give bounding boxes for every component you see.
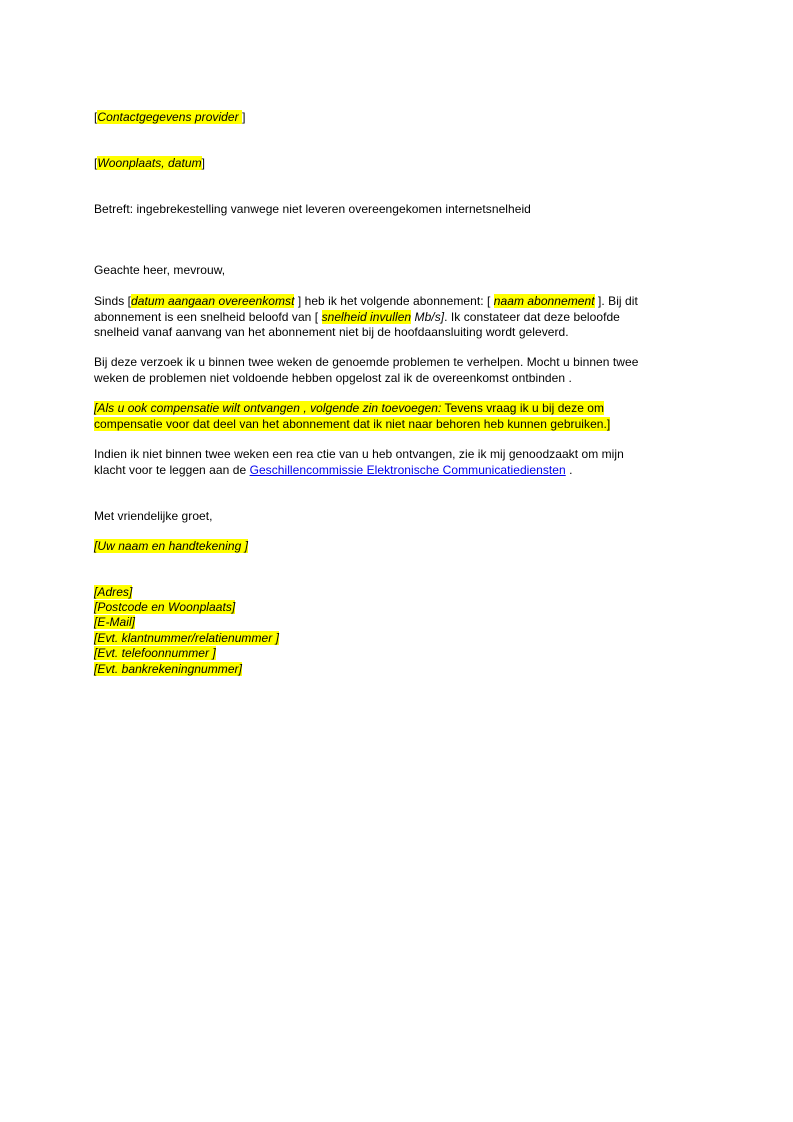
address-line-5	[94, 646, 216, 661]
customer-number-placeholder: [Evt. klantnummer/relatienummer ]	[94, 631, 280, 645]
salutation: Geachte heer, mevrouw,	[94, 263, 226, 277]
place-date-line: [Woonplaats, datum]	[94, 156, 206, 170]
speed-placeholder: snelheid invullen	[321, 310, 412, 324]
place-date-placeholder: Woonplaats, datum	[97, 156, 202, 170]
p1-text-d: abonnement is een snelheid beloofd van [	[94, 310, 322, 324]
paragraph-3-line-1	[94, 401, 604, 416]
paragraph-2-line-2: weken de problemen niet voldoende hebben opgelost zal ik de overeenkomst ontbinden .	[94, 371, 572, 385]
paragraph-1-line-1	[94, 294, 638, 309]
p1-text-a: Sinds [	[94, 294, 132, 308]
p1-text-e: . Ik constateer dat deze beloofde	[444, 310, 620, 324]
p1-text-b: ] heb ik het volgende abonnement: [	[294, 294, 494, 308]
address-line-4	[94, 631, 279, 646]
paragraph-1-line-3: snelheid vanaf aanvang van het abonnement niet bij de hoofdaansluiting wordt geleverd.	[94, 325, 569, 339]
paragraph-2-line-1: Bij deze verzoek ik u binnen twee weken de genoemde problemen te verhelpen. Mocht u binnen twee	[94, 355, 639, 369]
compensation-text-a: Tevens vraag ik u bij deze om	[441, 401, 605, 415]
address-line-1	[94, 585, 132, 600]
paragraph-1-line-2	[94, 310, 620, 325]
p4-text-a: klacht voor te leggen aan de	[94, 463, 250, 477]
phone-number-placeholder: [Evt. telefoonnummer ]	[94, 646, 216, 660]
closing: Met vriendelijke groet,	[94, 509, 213, 523]
address-line-2	[94, 600, 235, 615]
paragraph-3-line-2	[94, 417, 610, 432]
geschillencommissie-link[interactable]: Geschillencommissie Elektronische Communicatiediensten	[249, 463, 566, 477]
bank-account-placeholder: [Evt. bankrekeningnummer]	[94, 662, 242, 676]
subject-line: Betreft: ingebrekestelling vanwege niet leveren overeengekomen internetsnelheid	[94, 202, 531, 216]
paragraph-4-line-2	[94, 463, 573, 478]
email-placeholder: [E-Mail]	[94, 615, 136, 629]
p4-text-b: .	[565, 463, 573, 477]
address-line-3	[94, 615, 135, 630]
address-line-6	[94, 662, 242, 677]
postcode-placeholder: [Postcode en Woonplaats]	[94, 600, 236, 614]
speed-unit: Mb/s]	[411, 310, 445, 324]
signature-placeholder: [Uw naam en handtekening ]	[94, 539, 249, 553]
paragraph-4-line-1: Indien ik niet binnen twee weken een rea ctie van u heb ontvangen, zie ik mij genoodzaakt om mijn	[94, 447, 624, 461]
p1-text-c: ]. Bij dit	[594, 294, 638, 308]
compensation-text-b: compensatie voor dat deel van het abonnement dat ik niet naar behoren heb kunnen gebruiken.]	[94, 417, 611, 431]
provider-placeholder: Contactgegevens provider	[97, 110, 239, 124]
signature-line	[94, 539, 248, 554]
address-placeholder: [Adres]	[94, 585, 133, 599]
provider-line: [Contactgegevens provider ]	[94, 110, 246, 124]
date-placeholder: datum aangaan overeenkomst	[131, 294, 295, 308]
subscription-placeholder: naam abonnement	[493, 294, 595, 308]
compensation-instruction: [Als u ook compensatie wilt ontvangen , volgende zin toevoegen:	[94, 401, 442, 415]
